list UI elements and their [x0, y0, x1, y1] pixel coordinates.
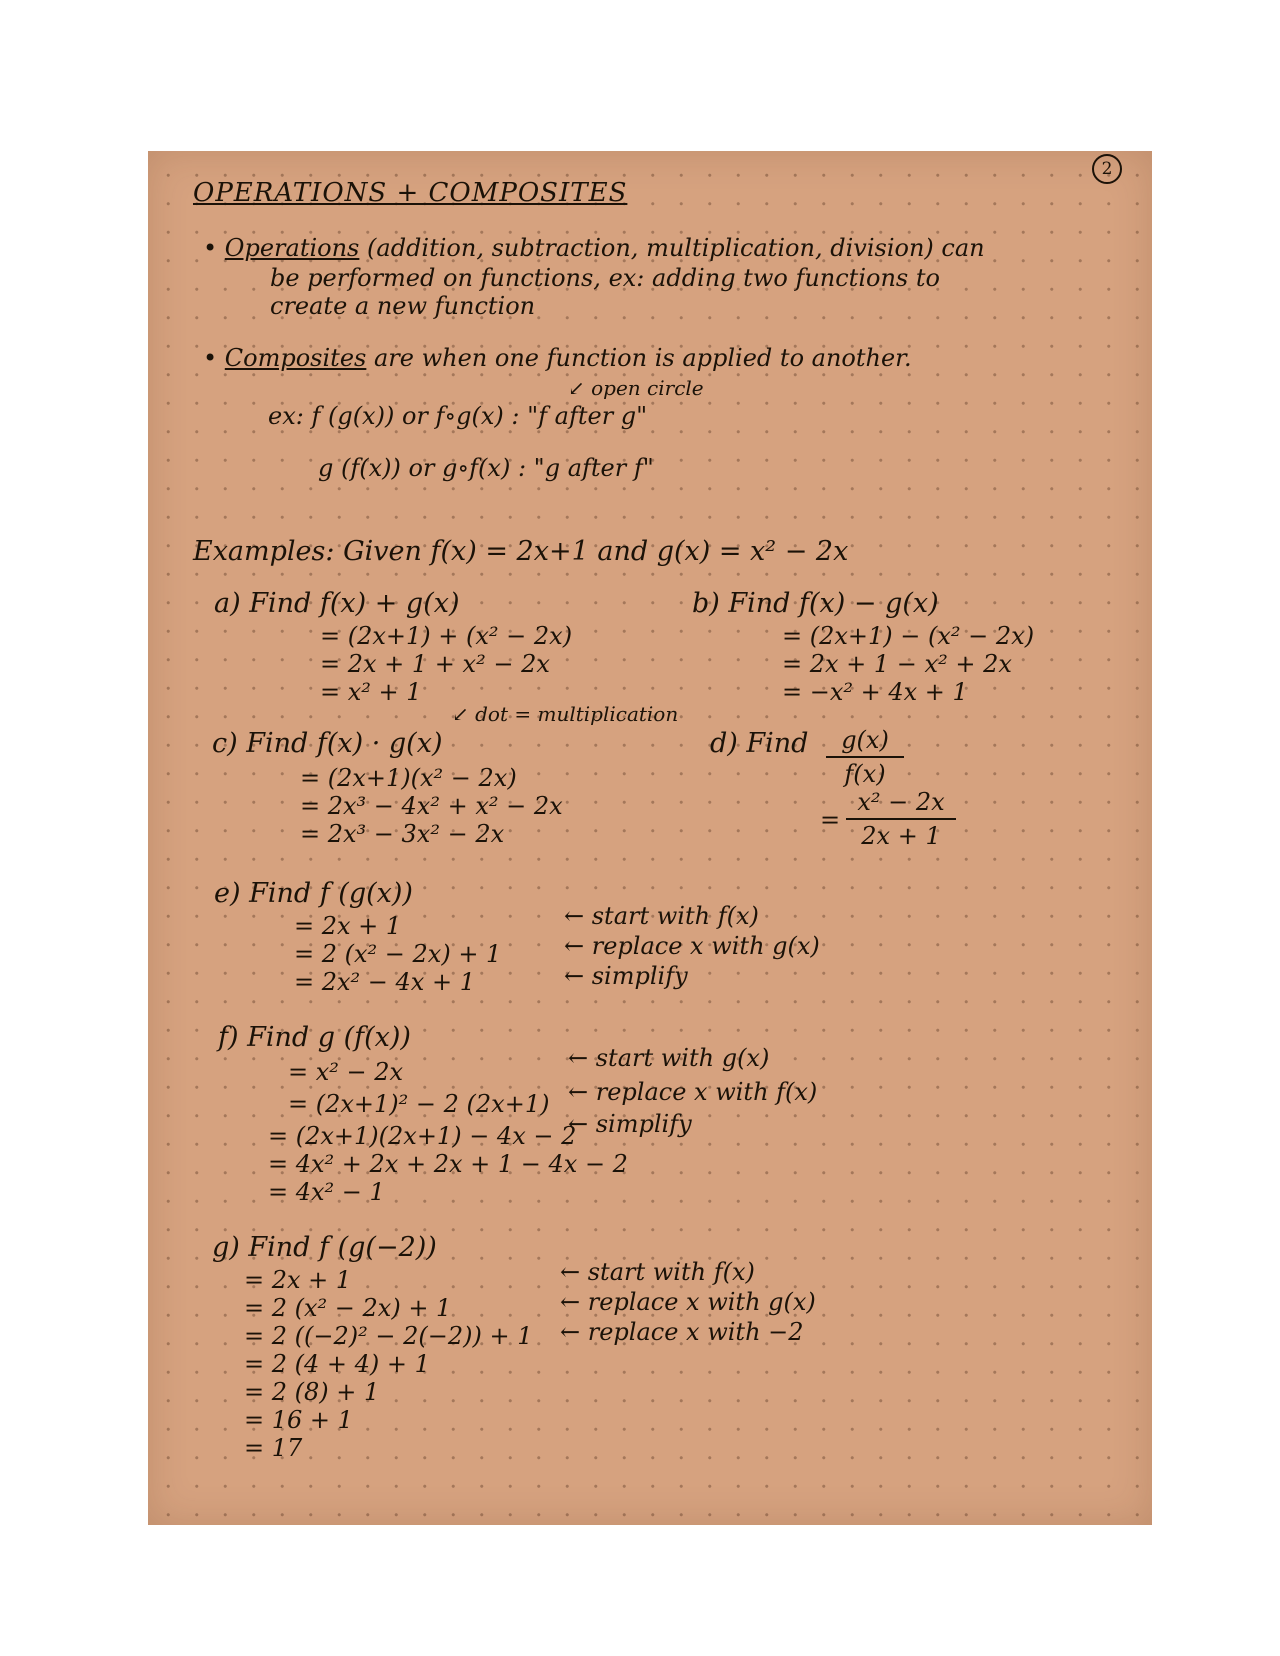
example-f-note-3: ← simplify	[568, 1110, 692, 1138]
example-g-step-3: = 2 ((−2)² − 2(−2)) + 1	[244, 1322, 533, 1350]
page-title: OPERATIONS + COMPOSITES	[193, 178, 628, 208]
example-e-title: e) Find f (g(x))	[214, 878, 413, 909]
example-a-step-3: = x² + 1	[320, 678, 422, 706]
example-a-title: a) Find f(x) + g(x)	[214, 588, 460, 619]
example-f-note-2: ← replace x with f(x)	[568, 1078, 818, 1106]
example-e-note-3: ← simplify	[564, 962, 688, 990]
operations-line-2: be performed on functions, ex: adding two functions to	[270, 264, 940, 292]
operations-line-1-rest: (addition, subtraction, multiplication, division) can	[367, 234, 985, 262]
example-b-title: b) Find f(x) − g(x)	[692, 588, 939, 619]
example-f-step-1: = x² − 2x	[288, 1058, 404, 1086]
example-a-step-2: = 2x + 1 + x² − 2x	[320, 650, 550, 678]
operations-line-1: • Operations (addition, subtraction, multiplication, division) can	[203, 234, 985, 262]
example-d-title-denominator: f(x)	[844, 760, 886, 788]
example-c-title: c) Find f(x) · g(x)	[212, 728, 443, 759]
dot-annotation-label: dot = multiplication	[475, 702, 679, 726]
page-number: 2	[1092, 154, 1122, 184]
example-e-step-2: = 2 (x² − 2x) + 1	[294, 940, 502, 968]
example-c-step-3: = 2x³ − 3x² − 2x	[300, 820, 505, 848]
example-e-note-2: ← replace x with g(x)	[564, 932, 820, 960]
example-f-title: f) Find g (f(x))	[218, 1022, 411, 1053]
example-c-step-1: = (2x+1)(x² − 2x)	[300, 764, 517, 792]
example-g-note-2: ← replace x with g(x)	[560, 1288, 816, 1316]
example-d-result-numerator: x² − 2x	[857, 788, 945, 816]
example-e-note-1: ← start with f(x)	[564, 902, 759, 930]
example-c-step-2: = 2x³ − 4x² + x² − 2x	[300, 792, 563, 820]
example-b-step-2: = 2x + 1 − x² + 2x	[782, 650, 1012, 678]
examples-header: Examples: Given f(x) = 2x+1 and g(x) = x² − 2x	[193, 536, 849, 567]
example-g-step-6: = 16 + 1	[244, 1406, 353, 1434]
dot-annotation: ↙ dot = multiplication	[452, 702, 679, 726]
example-f-note-1: ← start with g(x)	[568, 1044, 770, 1072]
composites-example-1: ex: f (g(x)) or f∘g(x) : "f after g"	[268, 402, 648, 430]
example-g-title: g) Find f (g(−2))	[212, 1232, 437, 1263]
operations-term: Operations	[224, 234, 360, 262]
open-circle-label: open circle	[591, 376, 704, 400]
example-f-step-3: = (2x+1)(2x+1) − 4x − 2	[268, 1122, 577, 1150]
example-d-title-fraction	[826, 726, 904, 788]
example-b-step-1: = (2x+1) − (x² − 2x)	[782, 622, 1035, 650]
example-d-title-numerator: g(x)	[841, 726, 889, 754]
fraction-bar	[846, 818, 956, 820]
example-g-step-5: = 2 (8) + 1	[244, 1378, 380, 1406]
example-g-note-3: ← replace x with −2	[560, 1318, 804, 1346]
open-circle-annotation: ↙ open circle	[568, 376, 704, 400]
example-g-step-1: = 2x + 1	[244, 1266, 352, 1294]
example-e-step-3: = 2x² − 4x + 1	[294, 968, 475, 996]
example-g-step-7: = 17	[244, 1434, 303, 1462]
example-d-result-denominator: 2x + 1	[861, 822, 941, 850]
example-g-note-1: ← start with f(x)	[560, 1258, 755, 1286]
example-f-step-2: = (2x+1)² − 2 (2x+1)	[288, 1090, 550, 1118]
composites-rest: are when one function is applied to another.	[373, 344, 912, 372]
example-f-step-4: = 4x² + 2x + 2x + 1 − 4x − 2	[268, 1150, 628, 1178]
example-a-step-1: = (2x+1) + (x² − 2x)	[320, 622, 573, 650]
example-d-title: d) Find	[710, 728, 809, 759]
example-d-result-fraction	[846, 788, 956, 850]
composites-term: Composites	[224, 344, 367, 372]
operations-line-3: create a new function	[270, 292, 536, 320]
example-f-step-5: = 4x² − 1	[268, 1178, 385, 1206]
example-g-step-2: = 2 (x² − 2x) + 1	[244, 1294, 452, 1322]
composites-example-2: g (f(x)) or g∘f(x) : "g after f"	[318, 454, 654, 482]
example-g-step-4: = 2 (4 + 4) + 1	[244, 1350, 430, 1378]
fraction-bar	[826, 756, 904, 758]
composites-line: • Composites are when one function is applied to another.	[203, 344, 912, 372]
example-d-equals: =	[820, 806, 841, 834]
example-e-step-1: = 2x + 1	[294, 912, 402, 940]
example-b-step-3: = −x² + 4x + 1	[782, 678, 968, 706]
